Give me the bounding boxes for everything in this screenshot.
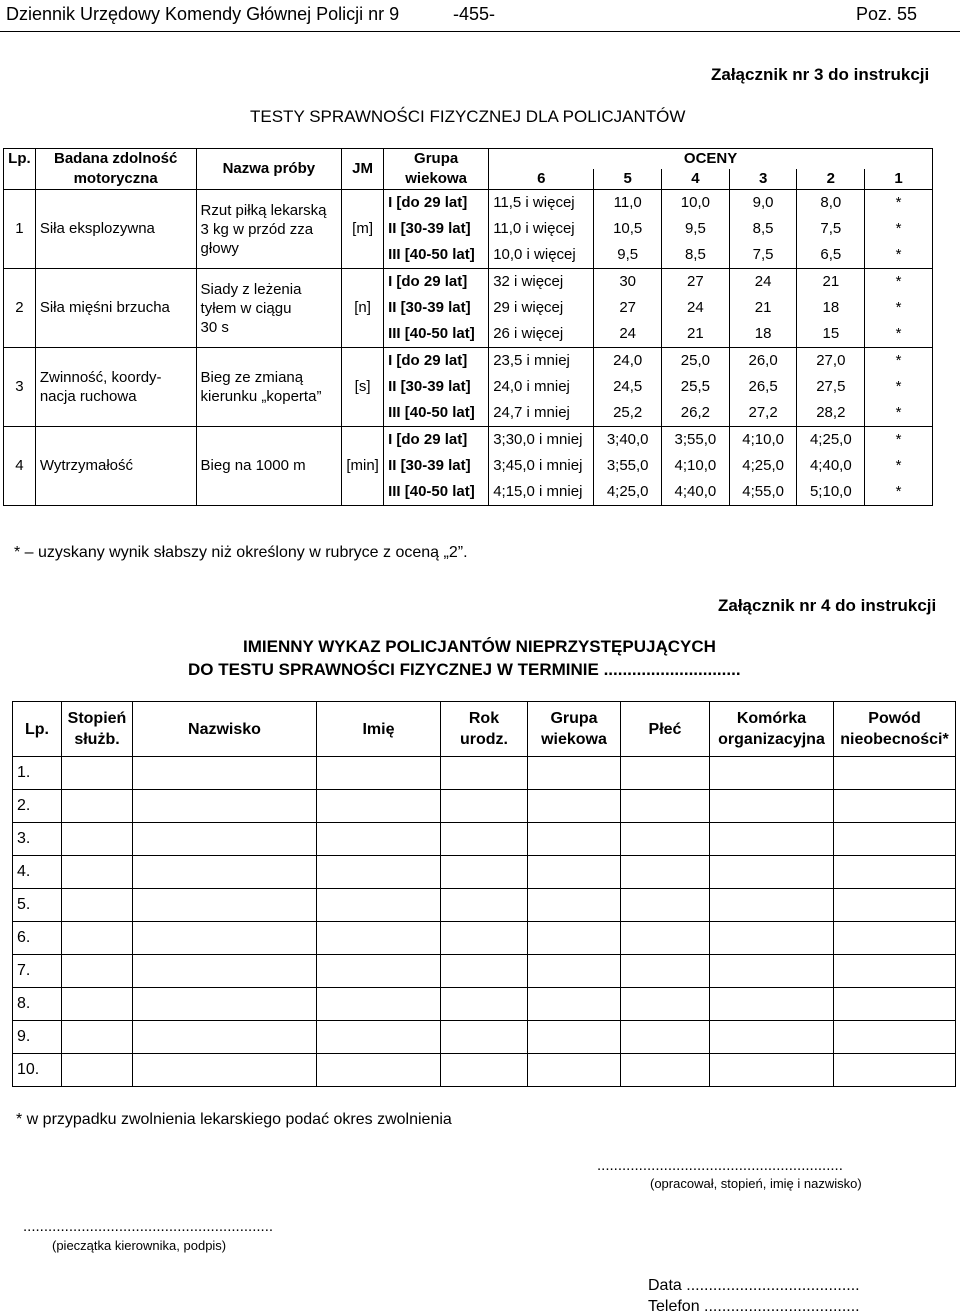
grade-cell: 4;25,0: [594, 479, 662, 506]
annex4-label: Załącznik nr 4 do instrukcji: [718, 596, 937, 615]
age-group: III [40-50 lat]: [384, 400, 489, 427]
grade-cell: *: [865, 453, 933, 479]
grade-cell: 18: [729, 321, 797, 348]
grade-cell: 24,0 i mniej: [489, 374, 594, 400]
cell[interactable]: [441, 988, 528, 1021]
grade-cell: *: [865, 269, 933, 296]
cell[interactable]: [528, 790, 621, 823]
cell[interactable]: [317, 1054, 441, 1087]
cell[interactable]: [710, 922, 834, 955]
col-ability: [35, 149, 196, 190]
grade-cell: 18: [797, 295, 865, 321]
grade-5: 5: [594, 169, 662, 190]
table-row: [13, 955, 956, 988]
phone-field[interactable]: Telefon ...................................: [648, 1298, 860, 1315]
cell[interactable]: [834, 1021, 956, 1054]
cell[interactable]: [710, 955, 834, 988]
col-birth-year: [441, 702, 528, 757]
cell[interactable]: [528, 823, 621, 856]
grade-cell: *: [865, 321, 933, 348]
col-age-group: [528, 702, 621, 757]
col-unit-l2: organizacyjna: [718, 731, 825, 748]
col-reason-l1: Powód: [868, 710, 921, 727]
grade-cell: 3;55,0: [594, 453, 662, 479]
cell[interactable]: [621, 955, 710, 988]
grade-cell: 27,0: [797, 348, 865, 375]
annex4-title-line2: DO TESTU SPRAWNOŚCI FIZYCZNEJ W TERMINIE .............................: [188, 660, 741, 679]
grade-cell: 21: [662, 321, 730, 348]
test-unit: [s]: [342, 348, 384, 427]
test-name-l1: Bieg ze zmianą: [200, 369, 304, 386]
cell[interactable]: [317, 856, 441, 889]
cell[interactable]: [133, 757, 317, 790]
fitness-test-table: [3, 148, 933, 506]
grade-cell: 27,2: [729, 400, 797, 427]
age-group: II [30-39 lat]: [384, 216, 489, 242]
cell[interactable]: [62, 757, 133, 790]
col-unit: JM: [342, 149, 384, 190]
table-row: [4, 348, 933, 375]
grade-cell: 27: [662, 269, 730, 296]
row-number: 2.: [13, 790, 62, 823]
signature-caption-left: (pieczątka kierownika, podpis): [52, 1238, 227, 1253]
test-ability: Siła mięśni brzucha: [35, 269, 196, 348]
grade-cell: *: [865, 400, 933, 427]
cell[interactable]: [441, 889, 528, 922]
date-field[interactable]: Data .......................................: [648, 1277, 860, 1294]
test-name: Bieg na 1000 m: [196, 427, 342, 506]
cell[interactable]: [621, 988, 710, 1021]
cell[interactable]: [317, 1021, 441, 1054]
grade-cell: 4;40,0: [797, 453, 865, 479]
grade-cell: 10,0 i więcej: [489, 242, 594, 269]
grade-cell: 27: [594, 295, 662, 321]
cell[interactable]: [710, 823, 834, 856]
table-row: [4, 269, 933, 296]
test-name: [196, 348, 342, 427]
cell[interactable]: [62, 955, 133, 988]
grade-cell: 24: [662, 295, 730, 321]
col-reason: [834, 702, 956, 757]
col-rank-l1: Stopień: [67, 710, 127, 727]
cell[interactable]: [621, 1054, 710, 1087]
test-ability: [35, 348, 196, 427]
table-row: [13, 922, 956, 955]
test-lp: 4: [4, 427, 36, 506]
age-group: I [do 29 lat]: [384, 269, 489, 296]
row-number: 6.: [13, 922, 62, 955]
cell[interactable]: [317, 955, 441, 988]
col-ability-l2: motoryczna: [73, 170, 158, 187]
col-test-name: Nazwa próby: [196, 149, 342, 190]
absence-list-table: [12, 701, 956, 1087]
grade-cell: 3;45,0 i mniej: [489, 453, 594, 479]
grade-cell: 8,5: [729, 216, 797, 242]
test-lp: 2: [4, 269, 36, 348]
cell[interactable]: [62, 1054, 133, 1087]
test-name: [196, 190, 342, 269]
grade-cell: 24: [594, 321, 662, 348]
grade-cell: 11,5 i więcej: [489, 190, 594, 217]
cell[interactable]: [621, 922, 710, 955]
grade-1: 1: [865, 169, 933, 190]
cell[interactable]: [133, 1054, 317, 1087]
cell[interactable]: [317, 823, 441, 856]
table-row: [13, 1054, 956, 1087]
grade-cell: 3;55,0: [662, 427, 730, 454]
cell[interactable]: [133, 1021, 317, 1054]
col-birth-year-l2: urodz.: [460, 731, 508, 748]
table-row: [4, 190, 933, 217]
cell[interactable]: [528, 889, 621, 922]
cell[interactable]: [62, 1021, 133, 1054]
cell[interactable]: [834, 955, 956, 988]
grade-cell: 28,2: [797, 400, 865, 427]
grade-cell: 26 i więcej: [489, 321, 594, 348]
grade-cell: *: [865, 427, 933, 454]
test-name-l2: kierunku „koperta”: [200, 388, 322, 405]
age-group: I [do 29 lat]: [384, 190, 489, 217]
age-group: III [40-50 lat]: [384, 479, 489, 506]
grade-cell: 24: [729, 269, 797, 296]
row-number: 3.: [13, 823, 62, 856]
grade-cell: 11,0 i więcej: [489, 216, 594, 242]
col-rank-l2: służb.: [74, 731, 120, 748]
test-unit: [n]: [342, 269, 384, 348]
cell[interactable]: [710, 1054, 834, 1087]
table2-footnote: * w przypadku zwolnienia lekarskiego podać okres zwolnienia: [16, 1111, 452, 1128]
col-group-l1: Grupa: [384, 149, 489, 170]
grade-cell: 26,0: [729, 348, 797, 375]
table-row: [13, 856, 956, 889]
grade-cell: 7,5: [729, 242, 797, 269]
cell[interactable]: [710, 1021, 834, 1054]
table-row: [4, 427, 933, 454]
cell[interactable]: [133, 823, 317, 856]
cell[interactable]: [621, 1021, 710, 1054]
col-group-l2: wiekowa: [384, 169, 489, 190]
grade-cell: 21: [797, 269, 865, 296]
cell[interactable]: [133, 955, 317, 988]
grade-cell: *: [865, 216, 933, 242]
col-unit-l1: Komórka: [736, 710, 807, 727]
header-rule: [0, 31, 960, 32]
cell[interactable]: [317, 922, 441, 955]
cell[interactable]: [133, 856, 317, 889]
cell[interactable]: [62, 889, 133, 922]
test-ability-l1: Zwinność, koordy-: [39, 369, 162, 386]
col-unit: [710, 702, 834, 757]
table-row: [13, 823, 956, 856]
col-sex: Płeć: [621, 702, 710, 757]
grade-cell: 29 i więcej: [489, 295, 594, 321]
grade-cell: 26,5: [729, 374, 797, 400]
cell[interactable]: [528, 1021, 621, 1054]
grade-cell: 9,5: [594, 242, 662, 269]
table-row: [13, 1021, 956, 1054]
signature-line-left: ............................................................: [23, 1218, 274, 1235]
cell[interactable]: [317, 988, 441, 1021]
col-age-group-l1: Grupa: [550, 710, 598, 727]
cell[interactable]: [621, 823, 710, 856]
grade-cell: 10,0: [662, 190, 730, 217]
table1-footnote: * – uzyskany wynik słabszy niż określony w rubryce z oceną „2”.: [14, 544, 468, 561]
grade-cell: 4;25,0: [729, 453, 797, 479]
row-number: 10.: [13, 1054, 62, 1087]
signature-caption-right: (opracował, stopień, imię i nazwisko): [650, 1176, 862, 1191]
cell[interactable]: [62, 988, 133, 1021]
cell[interactable]: [621, 757, 710, 790]
test-name-l3: głowy: [200, 239, 239, 257]
cell[interactable]: [710, 889, 834, 922]
cell[interactable]: [834, 988, 956, 1021]
cell[interactable]: [441, 757, 528, 790]
journal-title: Dziennik Urzędowy Komendy Głównej Policji nr 9: [6, 4, 400, 24]
cell[interactable]: [317, 889, 441, 922]
col-grades: OCENY: [489, 149, 933, 170]
test-ability: Siła eksplozywna: [35, 190, 196, 269]
age-group: I [do 29 lat]: [384, 427, 489, 454]
age-group: I [do 29 lat]: [384, 348, 489, 375]
grade-cell: 10,5: [594, 216, 662, 242]
grade-cell: 25,0: [662, 348, 730, 375]
table-row: [13, 757, 956, 790]
grade-cell: 4;15,0 i mniej: [489, 479, 594, 506]
grade-cell: 9,0: [729, 190, 797, 217]
col-reason-l2: nieobecności*: [840, 731, 949, 748]
annex3-label: Załącznik nr 3 do instrukcji: [711, 65, 930, 84]
col-age-group-l2: wiekowa: [541, 731, 607, 748]
cell[interactable]: [834, 889, 956, 922]
cell[interactable]: [317, 790, 441, 823]
grade-cell: *: [865, 479, 933, 506]
cell[interactable]: [528, 988, 621, 1021]
cell[interactable]: [834, 856, 956, 889]
cell[interactable]: [441, 856, 528, 889]
row-number: 8.: [13, 988, 62, 1021]
cell[interactable]: [528, 856, 621, 889]
grade-cell: 8,5: [662, 242, 730, 269]
row-number: 7.: [13, 955, 62, 988]
cell[interactable]: [441, 790, 528, 823]
grade-cell: 4;10,0: [729, 427, 797, 454]
grade-cell: 3;40,0: [594, 427, 662, 454]
table-header-row: [13, 702, 956, 757]
cell[interactable]: [621, 790, 710, 823]
cell[interactable]: [441, 1054, 528, 1087]
col-surname: Nazwisko: [133, 702, 317, 757]
grade-cell: 4;25,0: [797, 427, 865, 454]
test-ability-l2: nacja ruchowa: [39, 388, 137, 405]
grade-cell: 23,5 i mniej: [489, 348, 594, 375]
test-name-l2: 3 kg w przód zza: [200, 220, 314, 238]
cell[interactable]: [834, 790, 956, 823]
col-firstname: Imię: [317, 702, 441, 757]
cell[interactable]: [441, 823, 528, 856]
grade-cell: 5;10,0: [797, 479, 865, 506]
cell[interactable]: [710, 856, 834, 889]
cell[interactable]: [710, 757, 834, 790]
cell[interactable]: [528, 922, 621, 955]
position-number: Poz. 55: [856, 4, 918, 24]
cell[interactable]: [834, 922, 956, 955]
grade-cell: 7,5: [797, 216, 865, 242]
test-name-l2: tyłem w ciągu: [200, 299, 292, 317]
grade-cell: *: [865, 190, 933, 217]
signature-line-right: ...........................................................: [597, 1157, 843, 1174]
cell[interactable]: [621, 889, 710, 922]
test-name: [196, 269, 342, 348]
cell[interactable]: [528, 757, 621, 790]
age-group: III [40-50 lat]: [384, 242, 489, 269]
cell[interactable]: [133, 988, 317, 1021]
row-number: 9.: [13, 1021, 62, 1054]
grade-cell: *: [865, 242, 933, 269]
cell[interactable]: [133, 889, 317, 922]
page-number: -455-: [453, 4, 496, 24]
test-lp: 3: [4, 348, 36, 427]
test-unit: [min]: [342, 427, 384, 506]
grade-cell: 6,5: [797, 242, 865, 269]
cell[interactable]: [133, 922, 317, 955]
grade-cell: 15: [797, 321, 865, 348]
cell[interactable]: [710, 790, 834, 823]
annex3-title: TESTY SPRAWNOŚCI FIZYCZNEJ DLA POLICJANTÓW: [250, 107, 686, 126]
grade-cell: 4;40,0: [662, 479, 730, 506]
grade-cell: 4;55,0: [729, 479, 797, 506]
cell[interactable]: [62, 823, 133, 856]
grade-cell: 30: [594, 269, 662, 296]
col-ability-l1: Badana zdolność: [54, 150, 178, 167]
grade-cell: 11,0: [594, 190, 662, 217]
col-birth-year-l1: Rok: [468, 710, 500, 727]
test-name-l3: 30 s: [200, 318, 229, 336]
cell[interactable]: [62, 790, 133, 823]
col-rank: [62, 702, 133, 757]
cell[interactable]: [133, 790, 317, 823]
grade-cell: 26,2: [662, 400, 730, 427]
col-lp: Lp.: [13, 702, 62, 757]
grade-cell: 32 i więcej: [489, 269, 594, 296]
cell[interactable]: [621, 856, 710, 889]
grade-cell: 4;10,0: [662, 453, 730, 479]
cell[interactable]: [62, 922, 133, 955]
cell[interactable]: [834, 823, 956, 856]
cell[interactable]: [441, 1021, 528, 1054]
cell[interactable]: [528, 1054, 621, 1087]
grade-6: 6: [489, 169, 594, 190]
age-group: II [30-39 lat]: [384, 295, 489, 321]
cell[interactable]: [441, 922, 528, 955]
cell[interactable]: [834, 757, 956, 790]
cell[interactable]: [441, 955, 528, 988]
cell[interactable]: [710, 988, 834, 1021]
grade-cell: *: [865, 295, 933, 321]
grade-cell: 8,0: [797, 190, 865, 217]
grade-cell: 9,5: [662, 216, 730, 242]
grade-cell: 21: [729, 295, 797, 321]
grade-cell: 27,5: [797, 374, 865, 400]
grade-cell: 24,7 i mniej: [489, 400, 594, 427]
table-row: [13, 988, 956, 1021]
annex4-title-line1: IMIENNY WYKAZ POLICJANTÓW NIEPRZYSTĘPUJĄCYCH: [243, 637, 716, 656]
grade-2: 2: [797, 169, 865, 190]
test-lp: 1: [4, 190, 36, 269]
table-header-row-1: [4, 149, 933, 170]
cell[interactable]: [834, 1054, 956, 1087]
grade-cell: 3;30,0 i mniej: [489, 427, 594, 454]
cell[interactable]: [62, 856, 133, 889]
test-name-l1: Rzut piłką lekarską: [200, 201, 327, 219]
age-group: III [40-50 lat]: [384, 321, 489, 348]
test-name-l1: Siady z leżenia: [200, 280, 302, 298]
table-row: [13, 790, 956, 823]
cell[interactable]: [317, 757, 441, 790]
table-row: [13, 889, 956, 922]
grade-cell: 24,0: [594, 348, 662, 375]
age-group: II [30-39 lat]: [384, 453, 489, 479]
grade-4: 4: [662, 169, 730, 190]
col-lp: Lp.: [4, 149, 36, 190]
row-number: 4.: [13, 856, 62, 889]
age-group: II [30-39 lat]: [384, 374, 489, 400]
test-ability: Wytrzymałość: [35, 427, 196, 506]
test-unit: [m]: [342, 190, 384, 269]
grade-3: 3: [729, 169, 797, 190]
grade-cell: 25,5: [662, 374, 730, 400]
grade-cell: 25,2: [594, 400, 662, 427]
cell[interactable]: [528, 955, 621, 988]
row-number: 5.: [13, 889, 62, 922]
row-number: 1.: [13, 757, 62, 790]
grade-cell: *: [865, 348, 933, 375]
grade-cell: *: [865, 374, 933, 400]
grade-cell: 24,5: [594, 374, 662, 400]
